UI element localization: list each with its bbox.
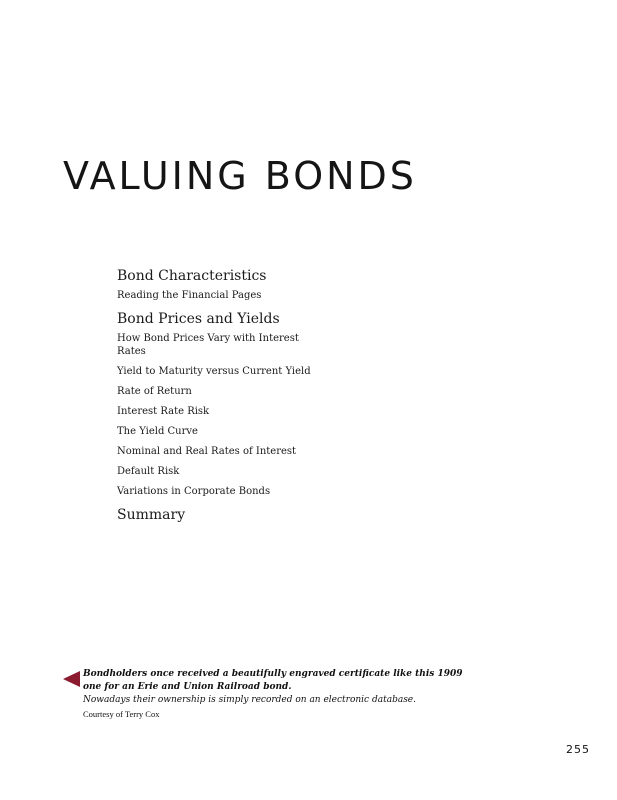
caption-credit: Courtesy of Terry Cox (83, 709, 160, 719)
chapter-title: VALUING BONDS (63, 154, 417, 198)
caption-bold-text: Bondholders once received a beautifully engraved certificate like this 1909 one for an Erie and Union Railroad bond. (83, 669, 463, 692)
toc-item: The Yield Curve (117, 426, 198, 437)
page-number: 255 (566, 743, 590, 756)
toc-item: Reading the Financial Pages (117, 290, 262, 301)
toc-item: Yield to Maturity versus Current Yield (117, 366, 311, 377)
toc-item: Interest Rate Risk (117, 406, 210, 417)
figure-caption (83, 668, 483, 721)
toc-item: How Bond Prices Vary with Interest Rates (117, 333, 299, 357)
toc-section-bond-characteristics (117, 266, 317, 302)
caption-italic-text: Nowadays their ownership is simply recorded on an electronic database. (83, 695, 416, 705)
toc-item: Default Risk (117, 466, 180, 477)
toc-item: Variations in Corporate Bonds (117, 486, 271, 497)
toc-section-bond-prices-and-yields (117, 309, 317, 498)
toc-section-title: Bond Prices and Yields (117, 311, 280, 327)
caption-pointer-arrow-icon (63, 671, 80, 687)
toc-item: Nominal and Real Rates of Interest (117, 446, 297, 457)
toc-section-title: Bond Characteristics (117, 268, 267, 284)
toc-item: Rate of Return (117, 386, 192, 397)
toc-section-title: Summary (117, 507, 186, 523)
table-of-contents (117, 266, 317, 528)
toc-section-summary (117, 505, 317, 525)
